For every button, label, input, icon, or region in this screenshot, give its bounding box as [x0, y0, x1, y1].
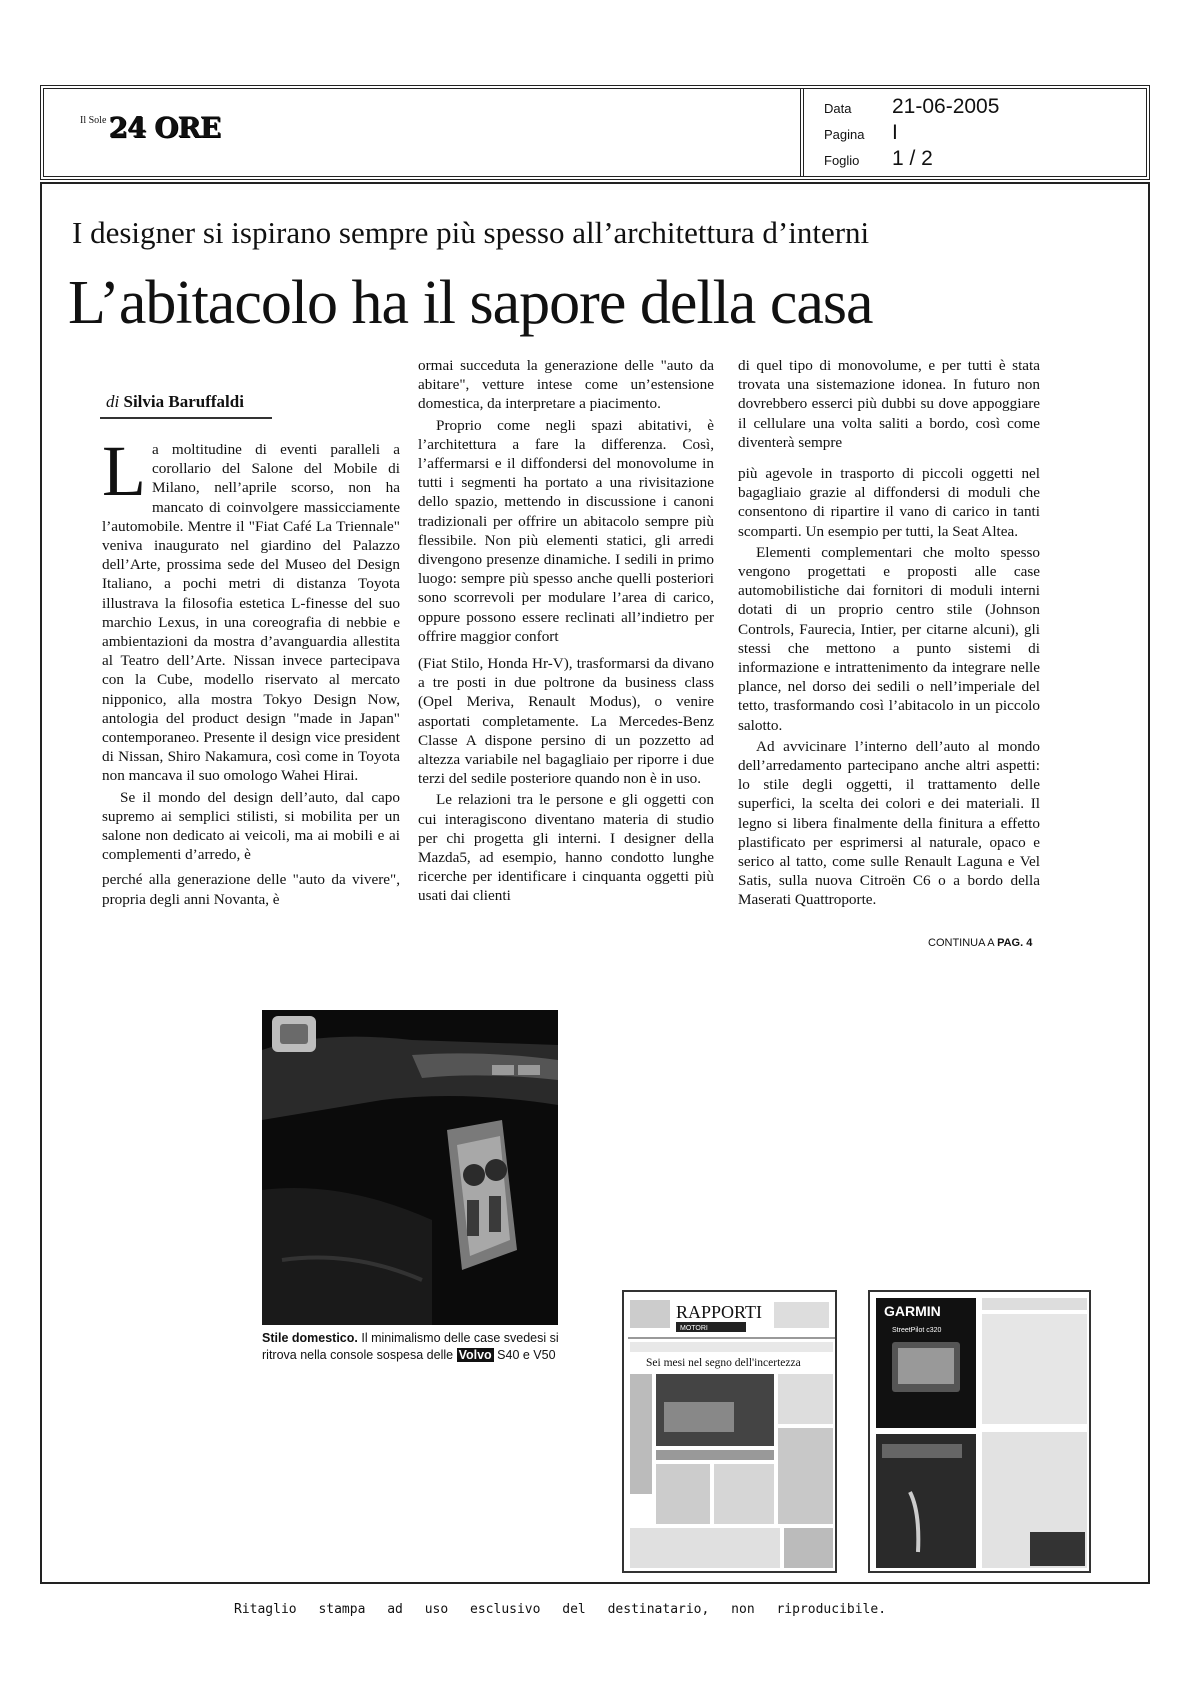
newspaper-logo [80, 111, 220, 144]
sheet-value: 1 / 2 [892, 147, 933, 170]
col1-paragraph-1-text: a moltitudine di eventi paralleli a corollario del Salone del Mobile di Milano, nell’aprile scorso, non ha mancato di coinvolgere massicciamente l’automobile. Mentre il "Fiat Café La Triennale" veniva inaugurato nel giardino del Palazzo dell’Arte, prossima sede del Museo del Design Italiano, a pochi metri di distanza Toyota illustrava la filosofia estetica L-finesse del suo marchio Lexus, in una coreografia di nebbie e ambientazioni da mostra d’avanguardia allestita al Teatro dell’Arte. Nissan invece partecipava con la Cube, modello riservato al mercato nipponico, alla mostra Tokyo Design Now, antologia del product design "made in Japan" contemporaneo. Presente il design vice president di Nissan, Shiro Nakamura, così come in Toyota non mancava il suo omologo Wahei Hirai. [102, 441, 400, 785]
rapporti-thumbnail-image [624, 1292, 837, 1573]
photo-caption [262, 1330, 572, 1364]
caption-title: Stile domestico. [262, 1331, 358, 1345]
thumb2-brand: GARMIN [884, 1303, 941, 1319]
masthead-area [44, 89, 804, 176]
footer-note: Ritaglio stampa ad uso esclusivo del destinatario, non riproducibile. [234, 1602, 887, 1617]
col2-paragraph-4: Le relazioni tra le persone e gli oggetti con cui interagiscono diventano materia di studio per chi progetta gli interni. I designer della Mazda5, ad esempio, hanno condotto lunghe ricerche per identificare i cinquanta oggetti più usati dai clienti [418, 791, 714, 905]
col3-paragraph-2: più agevole in trasporto di piccoli oggetti nel bagagliaio grazie al diffondersi di moduli che consentono di ripartire il vano di carico in tanti scomparti. Un esempio per tutti, la Seat Altea. [738, 465, 1040, 540]
continued-label: CONTINUA A [928, 937, 995, 949]
col3-paragraph-4: Ad avvicinare l’interno dell’auto al mondo dell’arredamento partecipano anche altri aspetti: lo stile degli oggetti, il trattamento delle superfici, la scelta dei colori e dei materiali. Il legno si libera finalmente della finitura a effetto plastificato per esprimersi al naturale, opaco e serico al tatto, come sulle Renault Laguna e Vel Satis, sulla nuova Citroën C6 o a bordo della Maserati Quattroporte. [738, 737, 1040, 909]
thumb1-headline: Sei mesi nel segno dell'incertezza [646, 1357, 801, 1369]
sheet-row [824, 147, 1144, 173]
dropcap: L [102, 431, 146, 511]
caption-text-2: S40 e V50 [497, 1348, 556, 1362]
article-column-3 [738, 356, 1040, 912]
logo-big-text: 24 ORE [108, 111, 221, 144]
garmin-ad-thumbnail [868, 1290, 1091, 1573]
col3-paragraph-1: di quel tipo di monovolume, e per tutti è stata trovata una sistemazione idonea. In futuro non dovrebbero esserci più dubbi su dove appoggiare il cellulare una volta saliti a bordo, così come diventerà sempre [738, 357, 1040, 451]
thumb1-title: RAPPORTI [676, 1302, 762, 1322]
thumb2-product: StreetPilot c320 [892, 1327, 942, 1334]
clipping-meta [824, 95, 1144, 173]
col1-paragraph-2: Se il mondo del design dell’auto, dal capo supremo ai semplici stilisti, si mobilita per un salone non dedicato ai veicoli, ma ai mobili e ai complementi d’arredo, è [102, 788, 400, 864]
byline [106, 392, 244, 412]
logo-small-text: Il Sole [80, 115, 107, 126]
thumb1-subtitle: MOTORI [680, 1325, 708, 1332]
article-headline: L’abitacolo ha il sapore della casa [68, 269, 873, 337]
article-kicker: I designer si ispirano sempre più spesso all’architettura d’interni [72, 215, 870, 250]
byline-rule [100, 417, 272, 419]
continued-note [928, 937, 1032, 949]
car-console-image [262, 1010, 558, 1325]
byline-prefix: di [106, 392, 120, 411]
date-value: 21-06-2005 [892, 95, 1000, 118]
caption-text-1: Il minimalismo delle case svedesi si ritrova nella console sospesa delle [262, 1331, 559, 1362]
caption-brand-box: Volvo [458, 1348, 492, 1362]
article-column-2 [418, 356, 714, 908]
col2-paragraph-1: ormai succeduta la generazione delle "auto da abitare", vetture intese come un’estensione domestica, da interpretare a piacimento. [418, 357, 714, 413]
page-value: I [892, 121, 898, 144]
col1-paragraph-1 [102, 431, 400, 786]
car-console-photo [262, 1010, 558, 1325]
page-row [824, 121, 1144, 147]
date-label: Data [824, 101, 852, 116]
byline-author: Silvia Baruffaldi [123, 392, 244, 411]
clipping-header [40, 85, 1150, 180]
col2-paragraph-3: (Fiat Stilo, Honda Hr-V), trasformarsi da divano a tre posti in due poltrone da business class (Opel Meriva, Renault Modus), o venire asportati completamente. La Mercedes-Benz Classe A dispone persino di un pozzetto ad altezza variabile nel bagagliaio per riporre i due terzi del sedile posteriore quando non è in uso. [418, 655, 714, 788]
page-label: Pagina [824, 127, 865, 142]
rapporti-motori-thumbnail [622, 1290, 837, 1573]
article-column-1 [102, 431, 400, 911]
col3-paragraph-3: Elementi complementari che molto spesso vengono progettati e proposti alle case automobilistiche dai fornitori di moduli interni dotati di un proprio centro stile (Johnson Controls, Faurecia, Intier, per citarne alcuni), gli stessi che mettono a punto sistemi di informazione e intrattenimento da integrare nelle plance, nel dorso dei sedili o nell’imperiale del tetto, trasformando così l’abitacolo in un piccolo salotto. [738, 543, 1040, 734]
date-row [824, 95, 1144, 121]
col1-paragraph-3: perché alla generazione delle "auto da vivere", propria degli anni Novanta, è [102, 871, 400, 908]
sheet-label: Foglio [824, 153, 860, 168]
garmin-thumbnail-image [870, 1292, 1091, 1573]
col2-paragraph-2: Proprio come negli spazi abitativi, è l’architettura a fare la differenza. Così, l’affermarsi e il diffondersi del monovolume in tutti i segmenti ha portato a una rivisitazione dello spazio, mettendo in discussione i canoni tradizionali per offrire un abitacolo sempre più flessibile. Non più elementi statici, gli arredi divengono presenze dinamiche. I sedili in primo luogo: sempre più spesso anche quelli posteriori sono scorrevoli per modulare l’area di carico, oppure possono essere reclinati all’indietro per offrire maggior confort [418, 416, 714, 645]
continued-page: PAG. 4 [997, 937, 1033, 949]
